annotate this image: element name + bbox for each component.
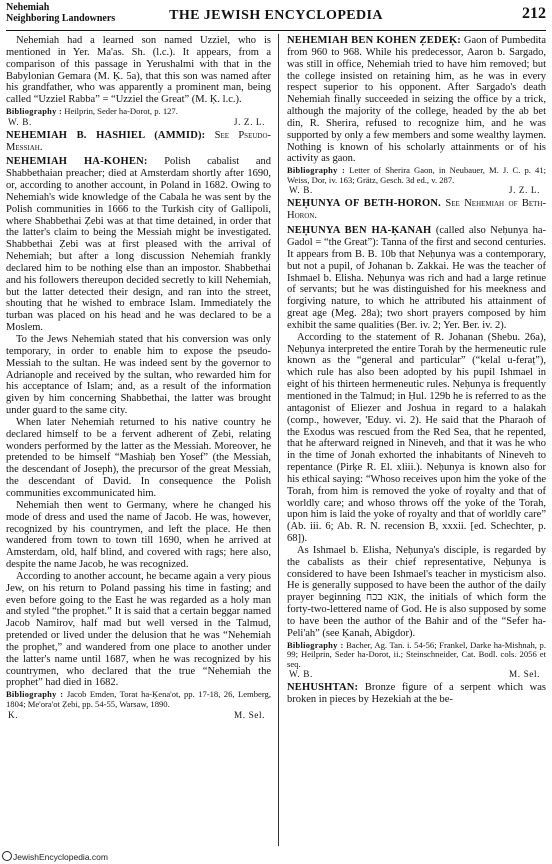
article-headword: NEHEMIAH BEN KOHEN ẒEDEḲ:	[287, 35, 462, 46]
article-headword: NEHEMIAH HA-KOHEN:	[6, 156, 148, 168]
footer-text: JewishEncyclopedia.com	[13, 852, 108, 862]
bibliography-label: Bibliography :	[6, 690, 64, 700]
right-column	[287, 35, 546, 706]
article-paragraph: Bronze figure of a serpent which was broken in pieces by Hezekiah at the be-	[287, 682, 547, 706]
cross-reference-link[interactable]: See Nehemiah of Beth-Horon.	[287, 198, 546, 222]
article-paragraph: According to another account, he became again a very pious Jew, on his return to Poland passing his time in fasting; and even before going to the East he was regarded as a holy man and styled “the prophet.” It is said that a certain beggar named Jacob Namirov, half mad but well versed in the Talmud, pretended or lived under the delusion that he was “Nehemiah the prophet,” and wandered from one place to another under the latter's name until 1687, when he was recognized by his countrymen, who declared that the true “Nehemiah the prophet” had died in 1682.	[6, 570, 271, 689]
running-head-bottom: Neighboring Landowners	[6, 13, 116, 24]
article-paragraph: = “the Great”): Tanna of the first and second centuries. It appears from B. B. 10b that Neḥunya was a contemporary, but not a pupil, of Johanan b. Zakkai. He was the teacher of Ishmael b. Elisha. Neḥunya was rich and had a large retinue of servants; but he was distinguished for his meekness and forgiving nature, to which he attributed his attainment of great age (Meg. 28a); two short prayers composed by him exhibit the same qualities (Ber. iv. 2; Yer. Ber. iv. 2).	[287, 237, 546, 331]
article-zedek	[287, 35, 546, 165]
signature-right: M. Sel.	[509, 669, 540, 680]
bibliography	[6, 107, 271, 117]
bibliography-label: Bibliography :	[287, 166, 346, 176]
article-paragraph: According to the statement of R. Johanan (Shebu. 26a), Neḥunya interpreted the entire Torah by the hermeneutic rule known as the “general and particular” (“kelal u-feraṭ”), which rule has also been adopted by his pupil Ishmael in eight of his thirteen hermeneutic rules. Neḥunya is frequently mentioned in the Talmud; in Ḥul. 129b he is referred to as the antagonist of Eliezer and Joshua in regard to a halakah (comp., however, 'Eduy. vi. 2). He said that the Pharaoh of the Exodus was rescued from the Red Sea, that he repented, that he afterward reigned in Nineveh, and that it was he who in the time of Jonah exhorted the inhabitants of Nineveh to repentance (Pirḳe R. El. xliii.). Neḥunya is known also for his ethical saying: “Whoso receives upon him the yoke of the Torah, from him is removed the yoke of royalty and that of worldly care; and whoso throws off the yoke of the Torah, upon him is laid the yoke of royalty and that of worldly care” (Ab. iii. 6; Ab. R. N. recension B, xxxii. [ed. Schechter, p. 68]).	[287, 331, 546, 545]
author-signature	[287, 669, 546, 680]
cross-reference-link[interactable]: See Pseudo-Messiah.	[6, 129, 272, 153]
article-headword: NEḤUNYA OF BETH-HORON.	[287, 198, 441, 210]
article-nehushtan	[287, 682, 546, 706]
site-footer[interactable]	[2, 851, 108, 862]
article-paragraph: Polish cabalist and Shabbethaian preacher; died at Amsterdam shortly after 1690, or, according to another account, in Poland in 1682. Owing to Nehemiah's wide knowledge of the Cabala he was sent by the Polish communities in 1666 to the Turkish city of Gallipoli, where Shabbethai Ẓebi was at that time detained, in order that the latter's claim to being the Messiah might be investigated. Shabbethai Ẓebi was at first pleased with the arrival of Nehemiah; but after a long discussion Nehemiah frankly declared him to be nothing else than an impostor. Shabbethai and his followers thereupon decided secretly to kill Nehemiah, but the latter detected their design, and ran into the street, shouting that he wished to embrace Islam. Immediately the turban was placed on his head and he was declared to be a Moslem.	[6, 156, 271, 334]
column-divider	[278, 34, 279, 846]
bibliography-text: Jacob Emden, Torat ha-Ḳena'ot, pp. 17-18, 26, Lemberg, 1804; Me'ora'ot Ẓebi, pp. 54-55, Warsaw, 1890.	[6, 689, 272, 709]
article-hashiel	[6, 130, 271, 154]
signature-left: W. B.	[289, 185, 313, 196]
alternate-name: (called also Neḥunya ha-Gadol	[287, 225, 546, 248]
bibliography-label: Bibliography :	[6, 107, 63, 117]
bibliography-label: Bibliography :	[287, 640, 344, 650]
bibliography	[287, 641, 546, 670]
article-hakohen	[6, 156, 271, 334]
publication-title: THE JEWISH ENCYCLOPEDIA	[169, 8, 383, 23]
article-beth-horon	[287, 198, 546, 222]
signature-right: J. Z. L.	[508, 185, 540, 196]
signature-left: K.	[8, 709, 19, 720]
article-ha-kanah	[287, 225, 546, 332]
article-paragraph: Gaon of Pumbedita from 960 to 968. While his predecessor, Aaron b. Sargado, was still in office, Nehemiah tried to have him removed; but the college insisted on retaining him, as he was in every respect superior to his opponent. After Sargado's death Nehemiah finally succeeded in seizing the office by a trick, although the majority of the college, headed by the ab bet din, R. Sherira, refused to recognize him, and he was supported by only a few members and some wealthy laymen. Nothing is known of his scholarly attainments or of his activity as gaon.	[287, 35, 546, 165]
running-head-top: Nehemiah	[6, 2, 50, 13]
continuation-text: Nehemiah had a learned son named Uzziel, who is mentioned in Yer. Ma'as. Sh. (l.c.). It appears, from a comparison of this passage in Yerushalmi with that in the Babylonian Gemara (M. Ḳ. 5a), that this son was named after his grandfather, who was apparently a prominent man, being called “Uzziel Rabba” = “Uzziel the Great” (M. Ḳ. l.c.).	[6, 35, 271, 106]
signature-left: W. B.	[8, 116, 32, 127]
bibliography-text: Letter of Sherira Gaon, in Neubauer, M. J. C. p. 41; Weiss, Dor, iv. 163; Grätz, Gesch. 3d ed., v. 287.	[287, 165, 546, 185]
author-signature	[6, 117, 271, 128]
signature-right: J. Z. L.	[233, 116, 265, 127]
bibliography	[287, 166, 546, 185]
article-paragraph: To the Jews Nehemiah stated that his conversion was only temporary, in order to enable him to expose the pseudo-Messiah to the sultan. He was indeed sent by the governor to Adrianople and received by the sultan, who rewarded him for his acceptance of Islam; and, as a result of the information given by him concerning Shabbethai, the latter was brought under guard to the same city.	[6, 334, 271, 417]
article-paragraph: As Ishmael b. Elisha, Neḥunya's disciple, is regarded by the cabalists as their chief representative, Neḥunya is considered to have been Ishmael's teacher in mysticism also. He is generally supposed to have been the author of the daily prayer beginning אנא בכח, the initials of which form the forty-two-lettered name of God. He is also supposed by some to have been the author of the Bahir and of the “Sefer ha-Peli'ah” (see Ḳanah, Abigdor).	[287, 544, 546, 639]
author-signature	[287, 185, 546, 196]
page-header	[6, 2, 546, 31]
article-paragraph: When later Nehemiah returned to his native country he declared himself to be a fervent adherent of Ẓebi, relating wonders performed by the latter as the Messiah. Moreover, he pretended to be himself “Mashiaḥ ben Yosef” (the Messiah, the descendant of Joseph), the precursor of the great Messiah, the descendant of David. In consequence the Polish communities excommunicated him.	[6, 416, 271, 499]
bibliography	[6, 690, 271, 709]
article-headword: NEHUSHTAN:	[287, 682, 359, 694]
left-column	[6, 35, 271, 723]
bibliography-text: Bacher, Ag. Tan. i. 54-56; Frankel, Darke ha-Mishnah, p. 99; Heilprin, Seder ha-Dorot, ii.; Steinschneider, Cat. Bodl. cols. 2056 et seq.	[287, 639, 546, 669]
signature-right: M. Sel.	[234, 709, 265, 720]
article-paragraph: Nehemiah then went to Germany, where he changed his mode of dress and used the name of Jacob. He was, however, recognized by his countrymen, and left the place. He then wandered from town to town till 1690, when he arrived at Amsterdam, old, half blind, and covered with rags; here also, despite the name Jacob, he was recognized.	[6, 499, 271, 571]
article-headword: NEḤUNYA BEN HA-ḲANAH	[287, 225, 432, 237]
page-number: 212	[522, 5, 546, 22]
signature-left: W. B.	[289, 669, 313, 680]
bibliography-text: Heilprin, Seder ha-Dorot, p. 127.	[64, 106, 178, 117]
author-signature	[6, 710, 271, 721]
copyright-icon	[2, 851, 12, 861]
article-headword: NEHEMIAH B. HASHIEL (AMMID):	[6, 129, 206, 141]
